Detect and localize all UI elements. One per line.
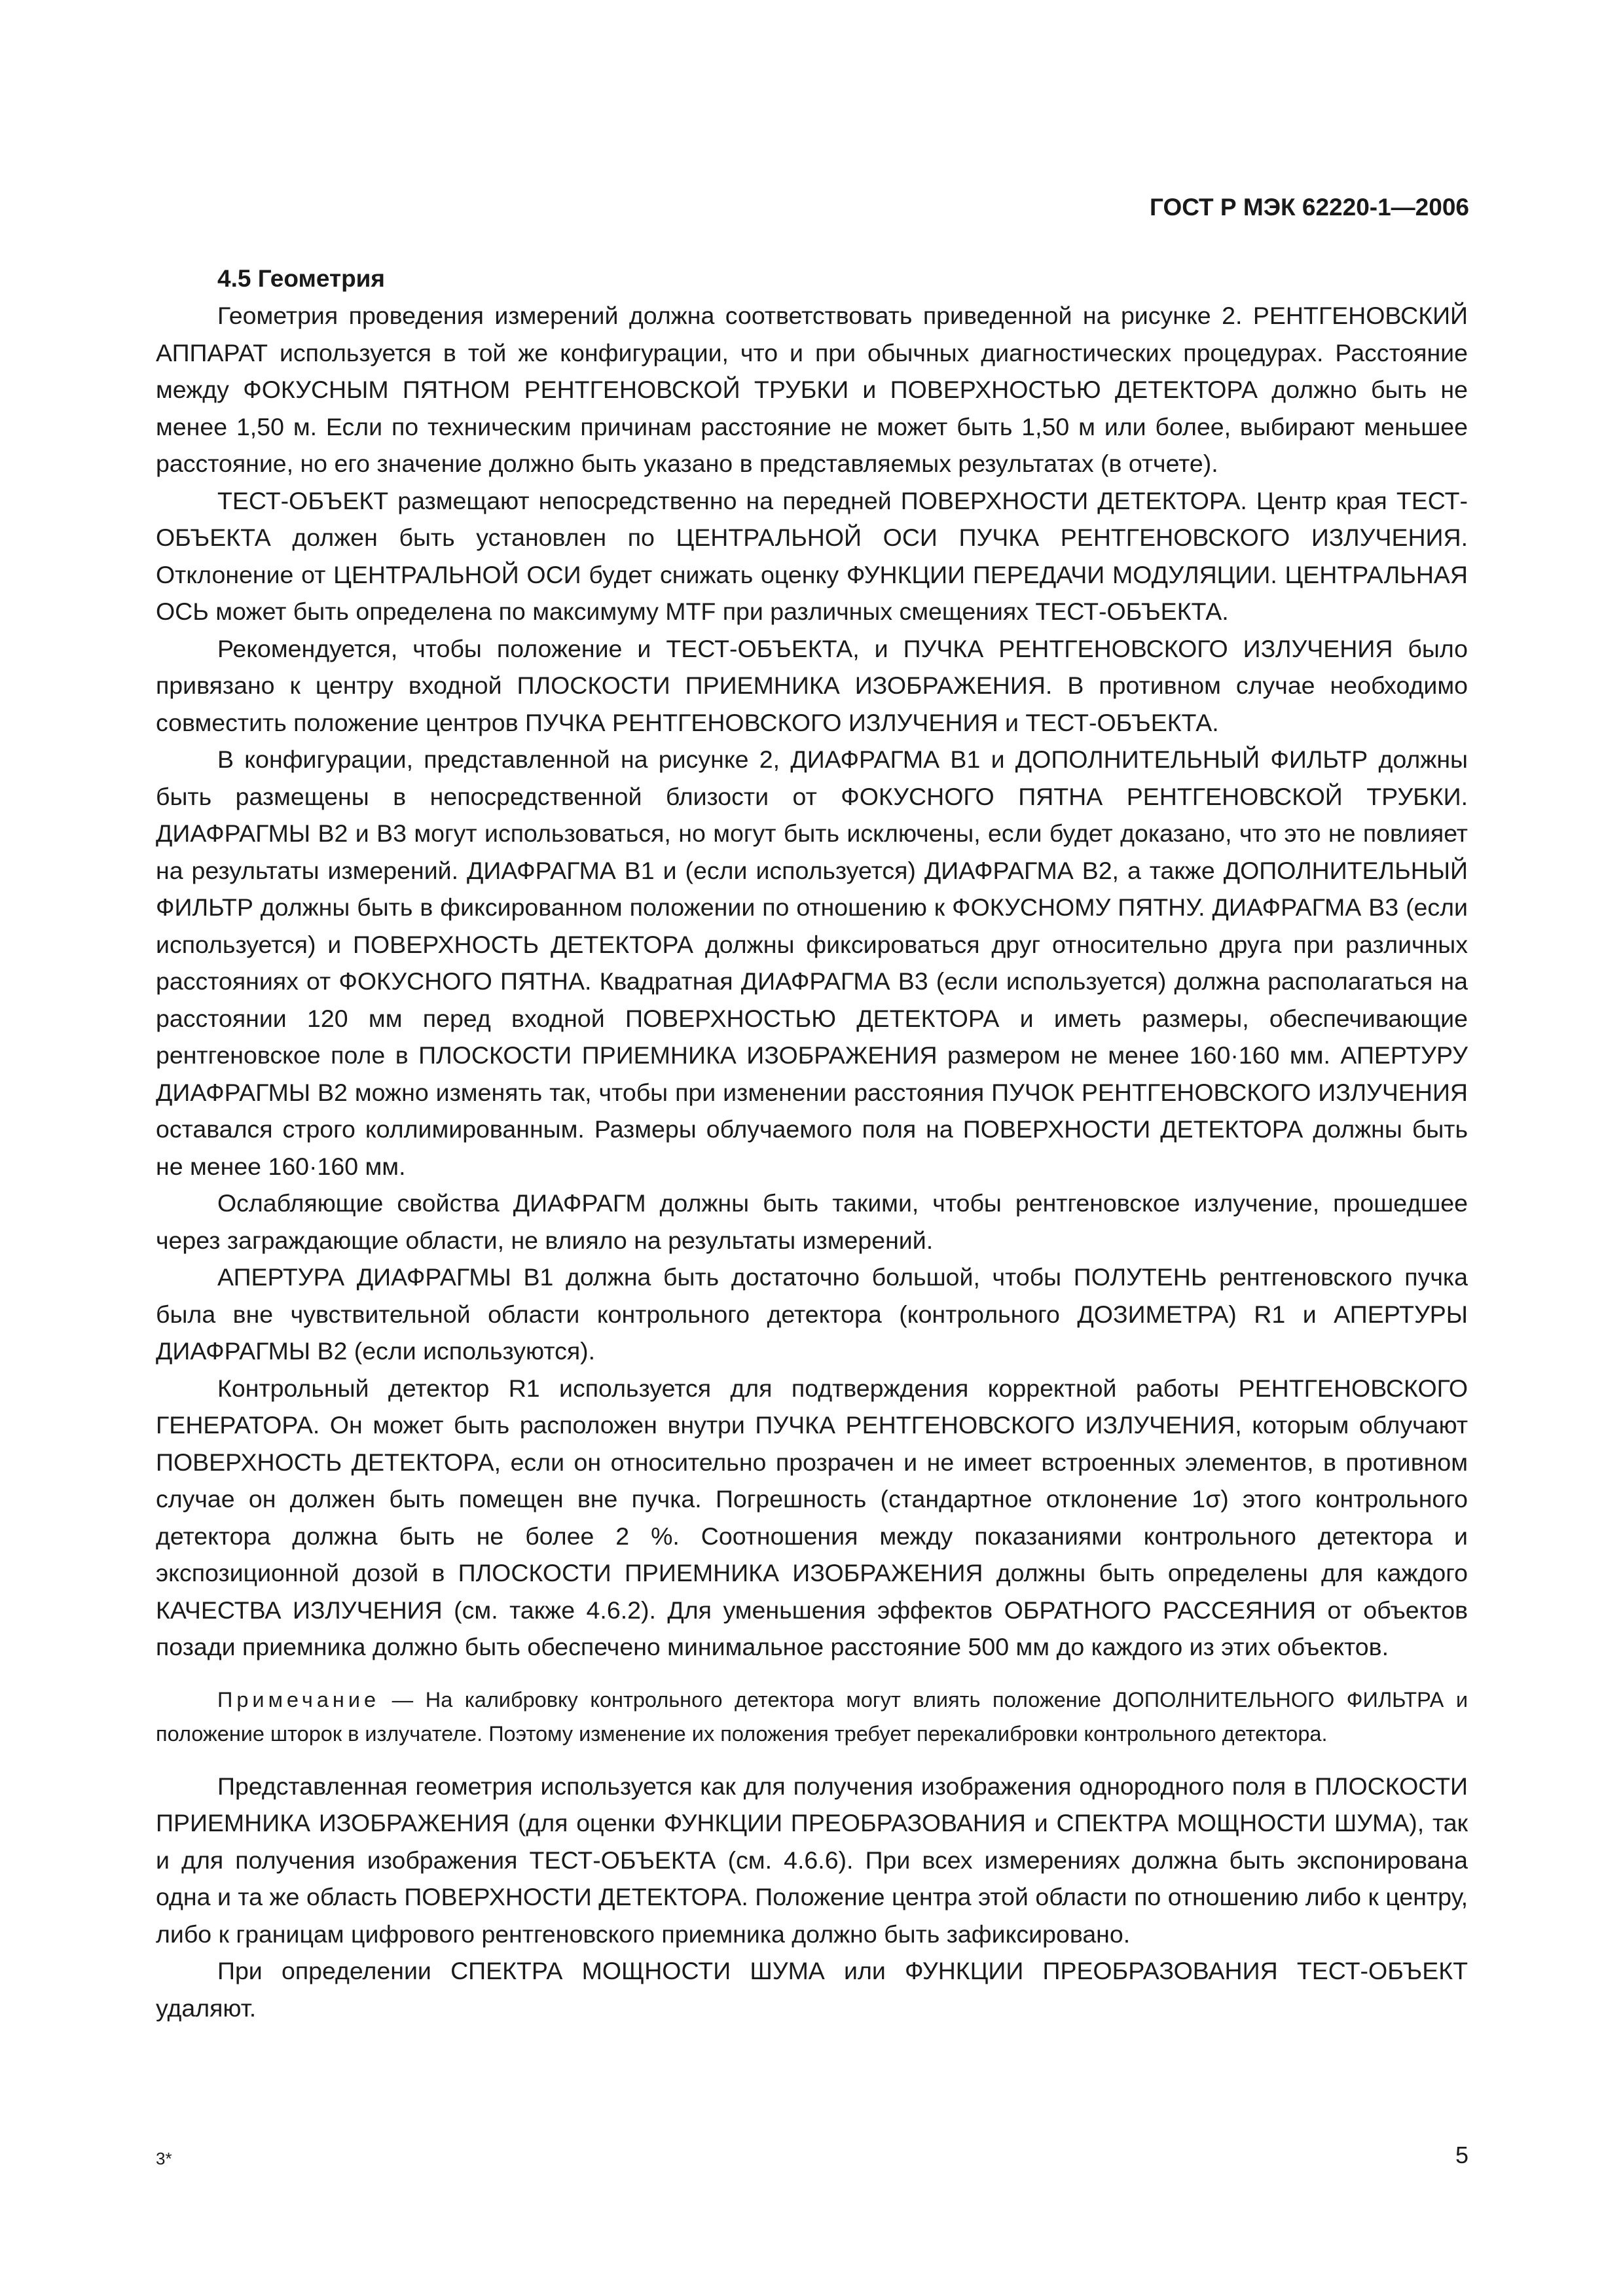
paragraph-geometry-setup: Геометрия проведения измерений должна соответствовать приведенной на рисунке 2. РЕНТГЕНОВСКИЙ АППАРАТ используется в той же конфигурации, что и при обычных диагностических процедурах. Расстояние между ФОКУСНЫМ ПЯТНОМ РЕНТГЕНОВСКОЙ ТРУБКИ и ПОВЕРХНОСТЬЮ ДЕТЕКТОРА должно быть не менее 1,50 м. Если по техническим причинам расстояние не может быть 1,50 м или более, выбирают меньшее расстояние, но его значение должно быть указано в представляемых результатах (в отчете). — [156, 302, 1468, 477]
paragraph-recommendation: Рекомендуется, чтобы положение и ТЕСТ-ОБЪЕКТА, и ПУЧКА РЕНТГЕНОВСКОГО ИЗЛУЧЕНИЯ было привязано к центру входной ПЛОСКОСТИ ПРИЕМНИКА ИЗОБРАЖЕНИЯ. В противном случае необходимо совместить положение центров ПУЧКА РЕНТГЕНОВСКОГО ИЗЛУЧЕНИЯ и ТЕСТ-ОБЪЕКТА. — [156, 634, 1468, 736]
document-code-header: ГОСТ Р МЭК 62220-1—2006 — [1149, 194, 1469, 221]
note-paragraph — [156, 1683, 1468, 1751]
paragraph-test-object-removal: При определении СПЕКТРА МОЩНОСТИ ШУМА или ФУНКЦИИ ПРЕОБРАЗОВАНИЯ ТЕСТ-ОБЪЕКТ удаляют. — [156, 1957, 1468, 2022]
note-text: — На калибровку контрольного детектора могут влиять положение ДОПОЛНИТЕЛЬНОГО ФИЛЬТРА и положение шторок в излучателе. Поэтому изменение их положения требует перекалибровки контрольного детектора. — [156, 1687, 1468, 1746]
paragraph-test-object-placement: ТЕСТ-ОБЪЕКТ размещают непосредственно на передней ПОВЕРХНОСТИ ДЕТЕКТОРА. Центр края ТЕСТ-ОБЪЕКТА должен быть установлен по ЦЕНТРАЛЬНОЙ ОСИ ПУЧКА РЕНТГЕНОВСКОГО ИЗЛУЧЕНИЯ. Отклонение от ЦЕНТРАЛЬНОЙ ОСИ будет снижать оценку ФУНКЦИИ ПЕРЕДАЧИ МОДУЛЯЦИИ. ЦЕНТРАЛЬНАЯ ОСЬ может быть определена по максимуму MTF при различных смещениях ТЕСТ-ОБЪЕКТА. — [156, 486, 1468, 625]
sheet-mark: 3* — [156, 2149, 172, 2168]
paragraph-attenuation: Ослабляющие свойства ДИАФРАГМ должны быть такими, чтобы рентгеновское излучение, прошедшее через заграждающие области, не влияло на результаты измерений. — [156, 1189, 1468, 1254]
paragraph-monitor-detector: Контрольный детектор R1 используется для подтверждения корректной работы РЕНТГЕНОВСКОГО ГЕНЕРАТОРА. Он может быть расположен внутри ПУЧКА РЕНТГЕНОВСКОГО ИЗЛУЧЕНИЯ, которым облучают ПОВЕРХНОСТЬ ДЕТЕКТОРА, если он относительно прозрачен и не имеет встроенных элементов, в противном случае он должен быть помещен вне пучка. Погрешность (стандартное отклонение 1σ) этого контрольного детектора должна быть не более 2 %. Соотношения между показаниями контрольного детектора и экспозиционной дозой в ПЛОСКОСТИ ПРИЕМНИКА ИЗОБРАЖЕНИЯ должны быть определены для каждого КАЧЕСТВА ИЗЛУЧЕНИЯ (см. также 4.6.2). Для уменьшения эффектов ОБРАТНОГО РАССЕЯНИЯ от объектов позади приемника должно быть обеспечено минимальное расстояние 500 мм до каждого из этих объектов. — [156, 1374, 1468, 1660]
paragraph-diaphragm-configuration: В конфигурации, представленной на рисунке 2, ДИАФРАГМА B1 и ДОПОЛНИТЕЛЬНЫЙ ФИЛЬТР должны быть размещены в непосредственной близости от ФОКУСНОГО ПЯТНА РЕНТГЕНОВСКОЙ ТРУБКИ. ДИАФРАГМЫ B2 и B3 могут использоваться, но могут быть исключены, если будет доказано, что это не повлияет на результаты измерений. ДИАФРАГМА B1 и (если используется) ДИАФРАГМА B2, а также ДОПОЛНИТЕЛЬНЫЙ ФИЛЬТР должны быть в фиксированном положении по отношению к ФОКУСНОМУ ПЯТНУ. ДИАФРАГМА B3 (если используется) и ПОВЕРХНОСТЬ ДЕТЕКТОРА должны фиксироваться друг относительно друга при различных расстояниях от ФОКУСНОГО ПЯТНА. Квадратная ДИАФРАГМА B3 (если используется) должна располагаться на расстоянии 120 мм перед входной ПОВЕРХНОСТЬЮ ДЕТЕКТОРА и иметь размеры, обеспечивающие рентгеновское поле в ПЛОСКОСТИ ПРИЕМНИКА ИЗОБРАЖЕНИЯ размером не менее 160·160 мм. АПЕРТУРУ ДИАФРАГМЫ B2 можно изменять так, чтобы при изменении расстояния ПУЧОК РЕНТГЕНОВСКОГО ИЗЛУЧЕНИЯ оставался строго коллимированным. Размеры облучаемого поля на ПОВЕРХНОСТИ ДЕТЕКТОРА должны быть не менее 160·160 мм. — [156, 745, 1468, 1180]
section-title: 4.5 Геометрия — [217, 265, 386, 292]
paragraph-geometry-usage: Представленная геометрия используется как для получения изображения однородного поля в ПЛОСКОСТИ ПРИЕМНИКА ИЗОБРАЖЕНИЯ (для оценки ФУНКЦИИ ПРЕОБРАЗОВАНИЯ и СПЕКТРА МОЩНОСТИ ШУМА), так и для получения изображения ТЕСТ-ОБЪЕКТА (см. 4.6.6). При всех измерениях должна быть экспонирована одна и та же область ПОВЕРХНОСТИ ДЕТЕКТОРА. Положение центра этой области по отношению либо к центру, либо к границам цифрового рентгеновского приемника должно быть зафиксировано. — [156, 1772, 1468, 1948]
note-label: Примечание — [217, 1687, 380, 1712]
paragraph-aperture: АПЕРТУРА ДИАФРАГМЫ B1 должна быть достаточно большой, чтобы ПОЛУТЕНЬ рентгеновского пучка была вне чувствительной области контрольного детектора (контрольного ДОЗИМЕТРА) R1 и АПЕРТУРЫ ДИАФРАГМЫ B2 (если используются). — [156, 1263, 1468, 1365]
page-number: 5 — [1455, 2142, 1468, 2168]
page-content — [156, 260, 1468, 2026]
